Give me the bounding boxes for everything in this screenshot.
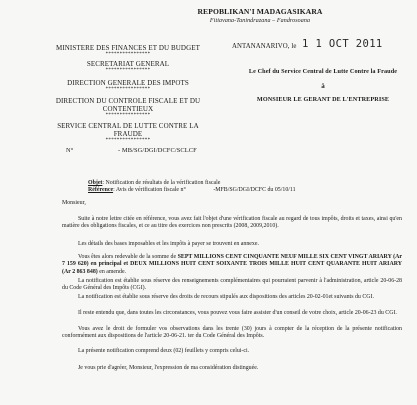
service-stars: **************** [105,138,151,143]
amount-value: SEPT MILLIONS CENT CINQUANTE NEUF MILLE SIX CENT VINGT ARIARY (Ar 7 159 620) en principal et DEUX MILLIONS HUIT CENT SOIXANTE TROIS MILLE HUIT CENT QUARANTE HUIT ARIARY (Ar 2 863 848) [62,254,402,275]
secretariat-stars: **************** [105,68,151,73]
ministry-name: MINISTERE DES FINANCES ET DU BUDGET [56,44,200,52]
paragraph-observations: Vous avez le droit de formuler vos observations dans les trente (30) jours à compter de la réception de la présente notification conformément aux dispositions de l'article 20-06-21. ter du Code Général des Impôts. [62,326,402,340]
direction-controle-line2: CONTENTIEUX [102,105,154,113]
reference-line [88,187,408,194]
place-label: ANTANANARIVO, le [232,43,297,50]
amount-intro: Vous êtes alors redevable de la somme de [78,254,178,260]
reference-no-label: N° [66,147,74,154]
closing-formula: Je vous prie d'agréer, Monsieur, l'expression de ma considération distinguée. [78,365,259,371]
ministry-stars: **************** [105,52,151,57]
a-label: à [321,82,325,90]
republic-motto: Fitiavana-Tanindrazana – Fandrosoana [209,18,311,24]
direction-controle-line1: DIRECTION DU CONTROLE FISCALE ET DU [55,97,201,105]
service-line1: SERVICE CENTRAL DE LUTTE CONTRE LA [57,122,199,130]
direction-controle-stars: **************** [105,113,151,118]
paragraph-feuillets: La présente notification comprend deux (02) feuillets y compris celui-ci. [78,348,250,354]
paragraph-reserve-recours: La notification est établie sous réserve des droits de recours stipulés aux dispositions des articles 20-02-01et suivants du CGI. [78,294,374,300]
reference-label: Référence [88,187,114,193]
salutation: Monsieur, [62,200,86,206]
direction-impots-name: DIRECTION GENERALE DES IMPOTS [67,79,189,87]
direction-impots-stars: **************** [105,87,151,92]
paragraph-verification: Suite à notre lettre citée en référence, vous avez fait l'objet d'une vérification fiscale au regard de tous impôts, droits et taxes, ainsi qu'en matière des obligations fiscales, et ce au titre des exercices non prescrits (2008, 2009,2010). [62,216,402,230]
paragraph-annexe: Les détails des bases imposables et les impôts à payer se trouvent en annexe. [78,241,259,247]
paragraph-amount [62,254,402,276]
objet-text: : Notification de résultats de la vérification fiscale [102,180,221,186]
republic-title: REPOBLIKAN'I MADAGASIKARA [197,7,323,16]
objet-label: Objet [88,180,103,186]
reference-no: - MB/SG/DGI/DCFC/SCLCF [118,147,197,154]
reference-number: -MFB/SG/DGI/DCFC du 05/10/11 [213,187,296,193]
reference-text: : Avis de vérification fiscale n° [113,187,186,193]
paragraph-conseil: Il reste entendu que, dans toutes les circonstances, vous pouvez vous faire assister d'un conseil de votre choix, article 20-06-23 du CGI. [78,310,397,316]
service-line2: FRAUDE [113,130,143,138]
date-stamp: 1 1 OCT 2011 [302,38,383,50]
recipient: MONSIEUR LE GERANT DE L'ENTREPRISE [256,96,390,103]
sender: Le Chef du Service Central de Lutte Contre la Fraude [248,68,398,75]
amount-outro: en amende. [97,268,127,275]
secretariat-name: SECRETARIAT GENERAL [86,60,170,68]
paragraph-reserve-renseignements: La notification est établie sous réserve des renseignements complémentaires qui pourraient parvenir à l'administration, article 20-06-28 du Code Général des Impôts (CGI). [62,278,402,292]
